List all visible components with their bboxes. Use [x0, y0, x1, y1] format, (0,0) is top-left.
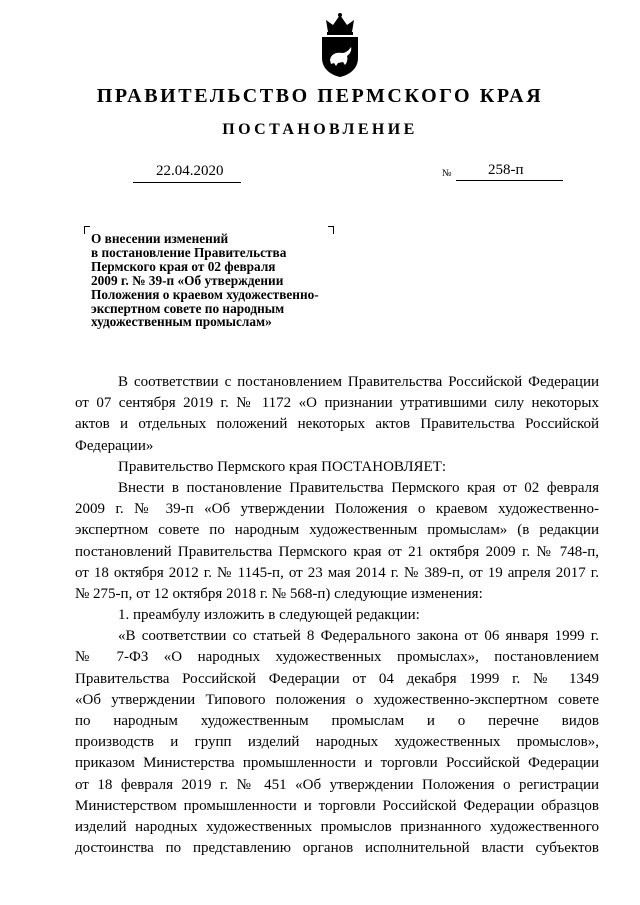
body-line: 2009 г. № 39-п «Об утверждении Положения о краевом художественно-: [75, 501, 599, 518]
document-body: [75, 372, 599, 859]
body-line: № 7-ФЗ «О народных художественных промыслах», постановлением: [75, 649, 599, 666]
body-line: от 18 февраля 2019 г. № 451 «Об утверждении Положения о регистрации: [75, 776, 599, 793]
body-line: «В соответствии со статьей 8 Федерального закона от 06 января 1999 г.: [118, 628, 599, 645]
subject-line: экспертном совете по народным: [91, 300, 285, 316]
body-line: экспертном совете по народным художественным промыслам» (в редакции: [75, 522, 599, 539]
body-line: по народным художественным промыслам и о перечне видов: [75, 713, 599, 729]
number-sign: №: [442, 168, 452, 179]
number-underline: [456, 180, 563, 181]
body-line: Внести в постановление Правительства Пермского края от 02 февраля: [118, 479, 599, 496]
body-line: от 18 октября 2012 г. № 1145-п, от 23 мая 2014 г. № 389-п, от 19 апреля 2017 г.: [75, 564, 599, 581]
subject-bracket-left: [84, 226, 90, 234]
subject-line: 2009 г. № 39-п «Об утверждении: [91, 272, 284, 288]
document-number: 258-п: [488, 162, 524, 178]
body-line: Министерством промышленности и торговли Российской Федерации образцов: [75, 797, 599, 814]
coat-of-arms-icon: [318, 12, 362, 78]
subject-line: О внесении изменений: [91, 231, 229, 246]
subject-line: художественным промыслам»: [91, 314, 272, 330]
body-line: Правительства Российской Федерации от 04 декабря 1999 г. № 1349: [75, 670, 599, 687]
body-line: производств и групп изделий народных художественных промыслов»,: [75, 734, 599, 751]
body-line: достоинства по представлению органов исполнительной власти субъектов: [75, 840, 599, 857]
body-line: № 275-п, от 12 октября 2018 г. № 568-п) следующие изменения:: [75, 585, 483, 602]
date-underline: [133, 182, 241, 183]
government-title: ПРАВИТЕЛЬСТВО ПЕРМСКОГО КРАЯ: [96, 85, 544, 107]
body-line: «Об утверждении Типового положения о художественно-экспертном совете: [75, 691, 599, 708]
body-line: 1. преамбулу изложить в следующей редакции:: [118, 607, 420, 624]
document-date: 22.04.2020: [156, 163, 224, 179]
subject-block: [91, 232, 363, 329]
body-line: Федерации»: [75, 437, 154, 454]
subject-line: Положения о краевом художественно-: [91, 286, 319, 302]
body-line: актов и отдельных положений некоторых актов Правительства Российской: [75, 416, 599, 433]
body-line: изделий народных художественных промыслов признанного художественного: [75, 818, 599, 835]
subject-line: Пермского края от 02 февраля: [91, 258, 276, 274]
body-line: приказом Министерства промышленности и торговли Российской Федерации: [75, 755, 599, 772]
body-line: В соответствии с постановлением Правительства Российской Федерации: [118, 374, 599, 390]
body-line: от 07 сентября 2019 г. № 1172 «О признании утратившими силу некоторых: [75, 395, 599, 412]
document-type: ПОСТАНОВЛЕНИЕ: [222, 121, 418, 138]
body-line: постановлений Правительства Пермского края от 21 октября 2009 г. № 748-п,: [75, 543, 599, 560]
subject-line: в постановление Правительства: [91, 244, 287, 260]
body-line: Правительство Пермского края ПОСТАНОВЛЯЕТ:: [118, 458, 447, 475]
